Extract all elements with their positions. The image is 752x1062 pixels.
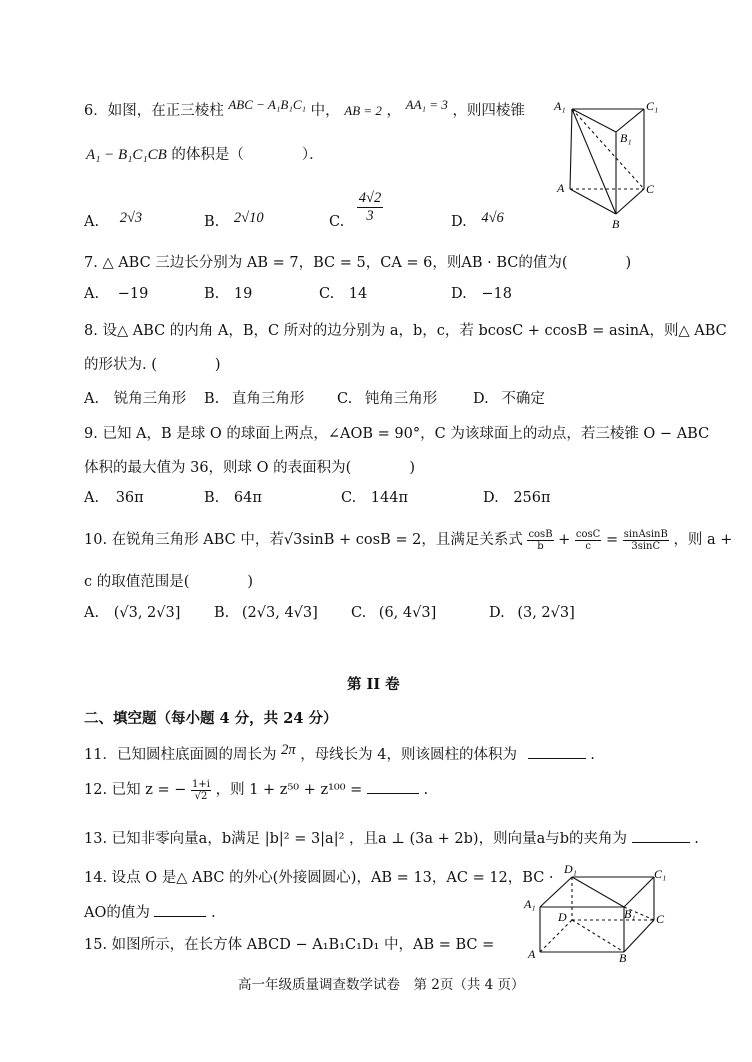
q9-line1: 9. 已知 A，B 是球 O 的球面上两点，∠AOB = 90°，C 为该球面上的动点，若三棱锥 O − ABC	[84, 426, 710, 442]
option-letter: D.	[451, 214, 467, 230]
q6-comma: ，	[386, 103, 402, 119]
fraction-numerator: cosC	[575, 528, 601, 540]
q13-condition: |b|² = 3|a|²	[264, 831, 345, 847]
q8-option-d	[473, 387, 545, 408]
q6-mid: 中，	[310, 103, 340, 119]
label-d: D	[558, 910, 567, 924]
q10-option-a	[84, 605, 180, 621]
q13-text-a: 13. 已知非零向量a，b满足	[84, 831, 261, 847]
label-a: A	[528, 947, 536, 961]
q10-option-c	[351, 605, 436, 621]
q10-fraction-2	[575, 529, 601, 552]
q6-pyramid: A₁ − B₁C₁CB	[86, 147, 167, 163]
label-c1: C₁	[646, 99, 659, 113]
part2-title: 第 II 卷	[347, 676, 400, 693]
fraction-numerator: cosB	[528, 528, 553, 540]
option-letter: C.	[341, 490, 357, 506]
q11-text-b: ，母线长为 4，则该圆柱的体积为	[300, 747, 518, 763]
answer-blank[interactable]	[528, 744, 586, 759]
q8-option-b	[204, 387, 304, 408]
fraction-denominator: 3	[366, 208, 374, 224]
q14-line1: 14. 设点 O 是△ ABC 的外心(外接圆圆心)，AB = 13，AC = 12，BC ·	[84, 870, 554, 886]
option-letter: D.	[473, 391, 489, 407]
option-letter: C.	[351, 605, 367, 621]
option-letter: C.	[329, 214, 345, 230]
option-letter: D.	[451, 286, 467, 302]
option-value: 2√3	[119, 210, 143, 226]
q13	[84, 827, 699, 848]
page-footer: 高一年级质量调查数学试卷 第 2页（共 4 页）	[238, 977, 525, 993]
q9-option-b	[204, 490, 262, 506]
q10-option-b	[214, 605, 318, 621]
fraction-denominator: c	[585, 540, 591, 552]
q13-text-b: ，且a ⊥ (3a + 2b)，则向量a与b的夹角为	[349, 831, 627, 847]
label-c: C	[656, 912, 665, 926]
q9-line2: 体积的最大值为 36，则球 O 的表面积为( )	[84, 460, 415, 476]
option-letter: D.	[489, 605, 505, 621]
q7-option-d	[451, 286, 512, 302]
label-a1: A₁	[524, 897, 536, 911]
option-value: 锐角三角形	[113, 391, 187, 407]
option-value: (6, 4√3]	[378, 605, 437, 621]
option-value: 36π	[115, 490, 144, 506]
q9-option-d	[483, 490, 551, 506]
option-letter: D.	[483, 490, 499, 506]
option-letter: A.	[84, 605, 100, 621]
option-value: 不确定	[501, 391, 545, 407]
option-letter: B.	[204, 490, 220, 506]
fraction-denominator: √2	[194, 790, 208, 802]
q8-line2: 的形状为. ( )	[84, 357, 221, 373]
q12-text-a: 12. 已知 z = −	[84, 782, 187, 798]
option-value: 19	[233, 286, 253, 302]
option-value: 4√6	[481, 210, 504, 226]
fraction-numerator: 1+i	[192, 778, 210, 790]
q6-end: ，则四棱锥	[452, 103, 525, 119]
section-fill-in-blank: 二、填空题（每小题 4 分，共 24 分）	[84, 710, 338, 727]
option-letter: A.	[84, 214, 100, 230]
option-value: −18	[481, 286, 512, 302]
answer-blank[interactable]	[367, 779, 419, 794]
option-value: (3, 2√3]	[517, 605, 575, 621]
option-value: 256π	[513, 490, 551, 506]
q10-option-d	[489, 605, 575, 621]
q6-tail: 的体积是（ ）．	[171, 147, 324, 163]
q13-end: .	[694, 831, 699, 847]
q9-option-a	[84, 490, 144, 506]
fraction-denominator: b	[537, 540, 544, 552]
option-letter: B.	[214, 605, 230, 621]
option-value: 直角三角形	[231, 391, 305, 407]
option-letter: A.	[84, 391, 100, 407]
q6-option-c-frac	[357, 190, 383, 225]
option-letter: B.	[204, 214, 220, 230]
plus-sign: +	[558, 532, 571, 548]
option-letter: A.	[84, 490, 100, 506]
q6-ab: AB = 2	[344, 103, 382, 118]
q7-stem: 7. △ ABC 三边长分别为 AB = 7，BC = 5，CA = 6，则AB · BC的值为( )	[84, 255, 632, 271]
q12-text-b: ，则 1 + z⁵⁰ + z¹⁰⁰ =	[215, 782, 363, 798]
q12	[84, 778, 428, 802]
q6-option-c	[329, 190, 383, 230]
label-c: C	[646, 182, 655, 196]
option-value: (2√3, 4√3]	[241, 605, 318, 621]
q14-text-a: AO的值为	[84, 905, 150, 921]
q6-option-b	[204, 210, 264, 231]
q14-line2	[84, 901, 216, 922]
q10-fraction-1	[527, 529, 553, 552]
q8-option-a	[84, 387, 186, 408]
option-value: 钝角三角形	[364, 391, 438, 407]
q10-intro: 10. 在锐角三角形 ABC 中，若√3sinB + cosB = 2，且满足关系式	[84, 532, 523, 548]
q6-option-d	[451, 210, 504, 231]
label-b: B	[619, 951, 627, 964]
prism-figure	[552, 96, 664, 232]
q11	[84, 743, 595, 764]
option-letter: B.	[204, 391, 220, 407]
q8-option-c	[337, 387, 437, 408]
q10-line2: c 的取值范围是( )	[84, 574, 254, 590]
option-letter: C.	[319, 286, 335, 302]
equals-sign: =	[605, 532, 619, 548]
answer-blank[interactable]	[154, 902, 206, 917]
q7-option-b	[204, 286, 252, 302]
q7-option-a	[84, 286, 148, 302]
option-value: 2√10	[233, 210, 264, 226]
fraction-numerator: 4√2	[358, 190, 382, 206]
option-value: (√3, 2√3]	[113, 605, 181, 621]
fraction-denominator: 3sinC	[631, 540, 661, 552]
q11-value: 2π	[281, 742, 296, 758]
label-a: A	[557, 181, 565, 195]
q11-text-a: 11．已知圆柱底面圆的周长为	[84, 747, 277, 763]
q6-line1	[84, 99, 525, 120]
label-b1: B₁	[620, 131, 632, 145]
answer-blank[interactable]	[632, 828, 690, 843]
label-d1: D₁	[564, 862, 577, 876]
label-b1: B₁	[624, 907, 636, 921]
q10-fraction-3	[623, 529, 669, 552]
q12-fraction	[191, 779, 211, 802]
option-letter: B.	[204, 286, 220, 302]
q6-prism: ABC − A₁B₁C₁	[228, 97, 307, 112]
q6-option-a	[84, 210, 143, 231]
option-value: 64π	[233, 490, 262, 506]
q6-line2	[86, 143, 324, 164]
q11-end: .	[590, 747, 595, 763]
q9-option-c	[341, 490, 408, 506]
q7-option-c	[319, 286, 367, 302]
fraction-numerator: sinAsinB	[623, 528, 668, 540]
label-c1: C₁	[654, 867, 667, 881]
option-value: −19	[117, 286, 149, 302]
q14-end: .	[211, 905, 216, 921]
option-letter: C.	[337, 391, 353, 407]
q15: 15. 如图所示，在长方体 ABCD − A₁B₁C₁D₁ 中，AB = BC =	[84, 937, 495, 953]
option-value: 14	[348, 286, 368, 302]
option-letter: A.	[84, 286, 100, 302]
cuboid-figure	[520, 860, 670, 964]
q10-end: ，则 a +	[673, 532, 733, 548]
q10-line1	[84, 528, 732, 552]
q6-aa1: AA₁ = 3	[405, 97, 448, 112]
q8-line1: 8. 设△ ABC 的内角 A，B，C 所对的边分别为 a，b，c，若 bcosC + ccosB = asinA，则△ ABC	[84, 323, 727, 339]
label-a1: A₁	[554, 99, 566, 113]
option-value: 144π	[370, 490, 409, 506]
q12-end: .	[423, 782, 429, 798]
label-b: B	[612, 217, 620, 231]
q6-intro: 6．如图，在正三棱柱	[84, 103, 224, 119]
